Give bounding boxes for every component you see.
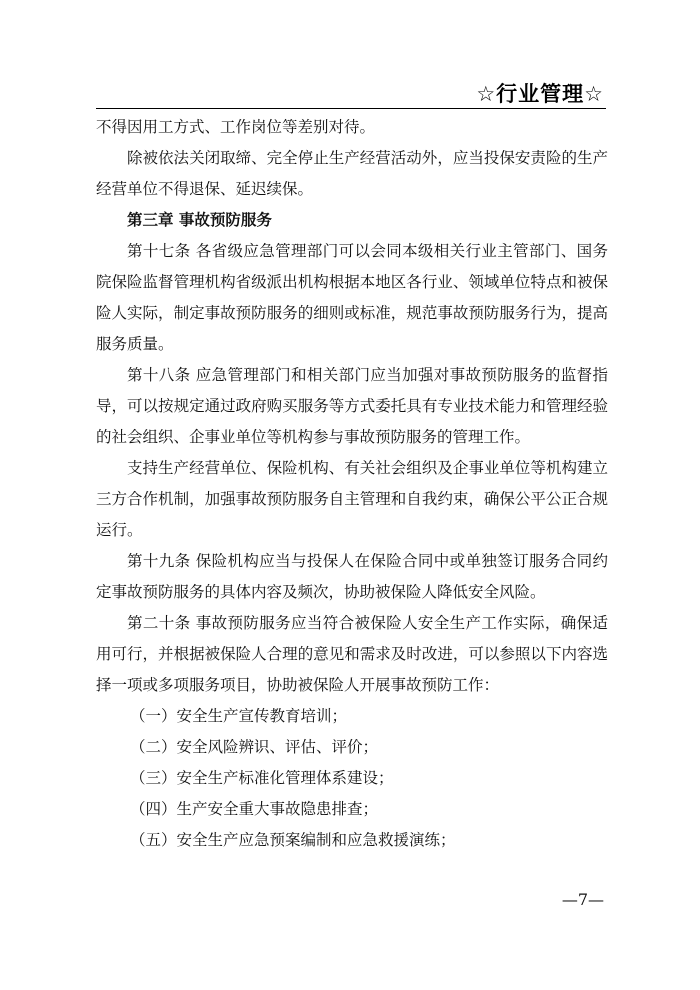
paragraph-insurance-continuation: 除被依法关闭取缔、完全停止生产经营活动外，应当投保安责险的生产经营单位不得退保、延迟续保。 (96, 149, 608, 198)
article-20: 第二十条 事故预防服务应当符合被保险人安全生产工作实际，确保适用可行，并根据被保险人合理的意见和需求及时改进，可以参照以下内容选择一项或多项服务项目，协助被保险人开展事故预防工作： (96, 614, 608, 694)
header-rule (96, 108, 606, 109)
paragraph-tripartite-cooperation: 支持生产经营单位、保险机构、有关社会组织及企事业单位等机构建立三方合作机制，加强事故预防服务自主管理和自我约束，确保公平公正合规运行。 (96, 459, 608, 539)
chapter-heading: 第三章 事故预防服务 (127, 211, 272, 229)
list-item: （三）安全生产标准化管理体系建设； (130, 769, 394, 787)
running-header-title: ☆行业管理☆ (476, 82, 604, 106)
list-item: （二）安全风险辨识、评估、评价； (130, 738, 379, 756)
article-17: 第十七条 各省级应急管理部门可以会同本级相关行业主管部门、国务院保险监督管理机构省级派出机构根据本地区各行业、领域单位特点和被保险人实际，制定事故预防服务的细则或标准，规范事故预防服务行为，提高服务质量。 (96, 242, 608, 353)
article-19: 第十九条 保险机构应当与投保人在保险合同中或单独签订服务合同约定事故预防服务的具体内容及频次，协助被保险人降低安全风险。 (96, 552, 608, 601)
paragraph-continuation: 不得因用工方式、工作岗位等差别对待。 (96, 118, 376, 136)
page-number: —7— (561, 890, 604, 909)
document-body (96, 112, 608, 856)
list-item: （五）安全生产应急预案编制和应急救援演练； (130, 831, 456, 849)
list-item: （四）生产安全重大事故隐患排查； (130, 800, 379, 818)
list-item: （一）安全生产宣传教育培训； (130, 707, 348, 725)
article-18: 第十八条 应急管理部门和相关部门应当加强对事故预防服务的监督指导，可以按规定通过政府购买服务等方式委托具有专业技术能力和管理经验的社会组织、企事业单位等机构参与事故预防服务的管理工作。 (96, 366, 608, 446)
